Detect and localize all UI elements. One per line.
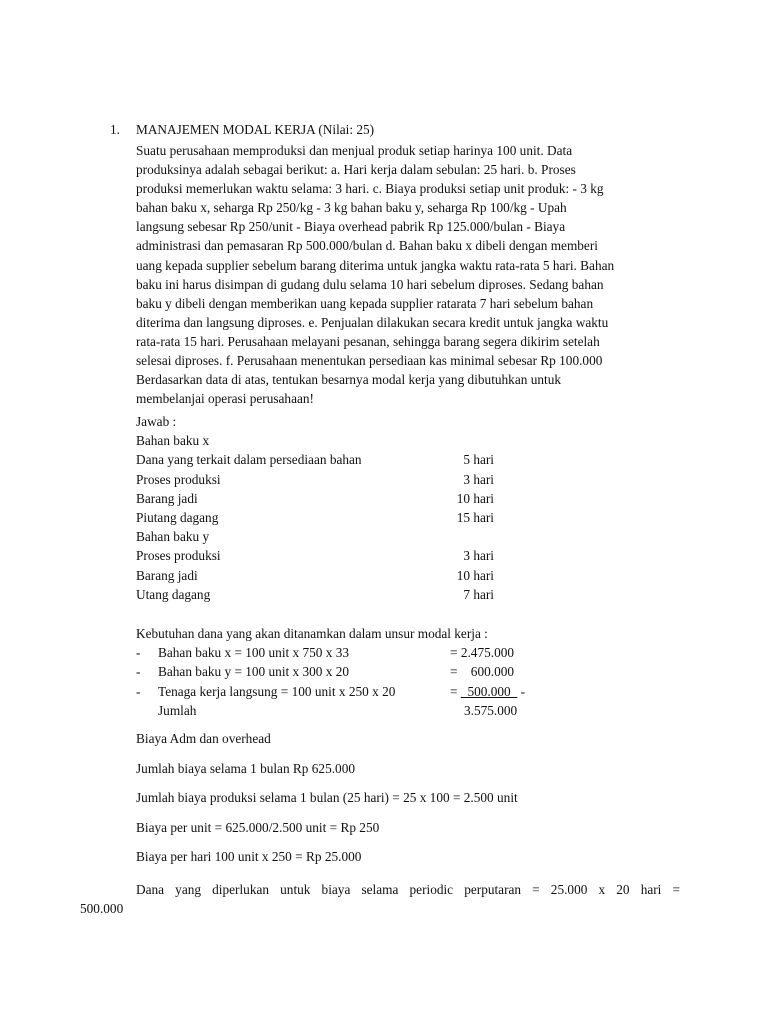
problem-line: uang kepada supplier sebelum barang diterima untuk jangka waktu rata-rata 5 hari. Bahan [136, 257, 615, 273]
answer-line [136, 431, 536, 450]
problem-line: baku ini harus disimpan di gudang dulu selama 10 hari sebelum diproses. Sedang bahan [136, 276, 604, 292]
answer-label: Jawab : [136, 414, 177, 429]
question-heading [110, 122, 374, 138]
answer-value: 7 hari [463, 586, 494, 602]
calc-line: Biaya Adm dan overhead [136, 731, 271, 746]
problem-line: rata-rata 15 hari. Perusahaan melayani pesanan, sehingga barang segera dikirim setelah [136, 333, 600, 349]
list-dash: - [136, 645, 141, 661]
needs-item [136, 682, 556, 701]
answer-label: Bahan baku y [136, 529, 210, 545]
working-capital-needs [136, 624, 556, 720]
answer-label: Proses produksi [136, 471, 221, 487]
answer-line [136, 470, 536, 489]
closing-line-1: Dana yang diperlukan untuk biaya selama periodic perputaran = 25.000 x 20 hari = [136, 882, 680, 897]
needs-item-amount [450, 682, 525, 701]
problem-line: produksinya adalah sebagai berikut: a. Hari kerja dalam sebulan: 25 hari. b. Proses [136, 162, 576, 178]
calc-line: Jumlah biaya selama 1 bulan Rp 625.000 [136, 761, 355, 776]
closing-line-2: 500.000 [80, 901, 124, 916]
answer-line [136, 412, 536, 431]
total-value: 3.575.000 [464, 702, 518, 718]
answer-value: 5 hari [463, 452, 494, 468]
problem-line: diterima dan langsung diproses. e. Penjualan dilakukan secara kredit untuk jangka waktu [136, 314, 609, 330]
answer-line [136, 450, 536, 469]
needs-item-amount: = 600.000 [450, 664, 515, 680]
answer-line [136, 566, 536, 585]
needs-item-text: Tenaga kerja langsung = 100 unit x 250 x 20 [158, 683, 396, 699]
closing-paragraph [80, 880, 680, 918]
needs-item [136, 643, 556, 662]
problem-line: bahan baku x, seharga Rp 250/kg - 3 kg bahan baku y, seharga Rp 100/kg - Upah [136, 200, 567, 216]
needs-intro: Kebutuhan dana yang akan ditanamkan dalam unsur modal kerja : [136, 626, 488, 641]
answer-value: 3 hari [463, 548, 494, 564]
answer-value: 10 hari [456, 567, 494, 583]
problem-line: Berdasarkan data di atas, tentukan besarnya modal kerja yang dibutuhkan untuk [136, 372, 561, 388]
list-dash: - [136, 683, 141, 699]
problem-statement [136, 141, 672, 408]
amount-underlined: 500.000 [460, 683, 518, 699]
problem-line: baku y dibeli dengan memberikan uang kepada supplier ratarata 7 hari sebelum bahan [136, 295, 594, 311]
problem-line: administrasi dan pemasaran Rp 500.000/bulan d. Bahan baku x dibeli dengan memberi [136, 238, 598, 254]
problem-line: produksi memerlukan waktu selama: 3 hari. c. Biaya produksi setiap unit produk: - 3 kg [136, 181, 604, 197]
answer-label: Piutang dagang [136, 509, 219, 525]
answer-line [136, 546, 536, 565]
problem-line: membelanjai operasi perusahaan! [136, 391, 314, 407]
problem-line: selesai diproses. f. Perusahaan menentukan persediaan kas minimal sebesar Rp 100.000 [136, 353, 603, 369]
answer-value: 10 hari [456, 490, 494, 506]
amount-prefix: = [450, 683, 461, 699]
needs-item-amount: = 2.475.000 [450, 645, 515, 661]
problem-line: langsung sebesar Rp 250/unit - Biaya overhead pabrik Rp 125.000/bulan - Biaya [136, 219, 566, 235]
calc-line: Biaya per unit = 625.000/2.500 unit = Rp 250 [136, 820, 380, 835]
answer-label: Utang dagang [136, 586, 211, 602]
needs-item-text: Bahan baku x = 100 unit x 750 x 33 [158, 645, 350, 661]
question-number: 1. [110, 122, 120, 137]
calc-line: Biaya per hari 100 unit x 250 = Rp 25.000 [136, 849, 362, 864]
answer-line [136, 585, 536, 604]
answer-label: Bahan baku x [136, 433, 210, 449]
answer-value: 3 hari [463, 471, 494, 487]
needs-total [136, 701, 556, 720]
question-title: MANAJEMEN MODAL KERJA (Nilai: 25) [136, 122, 375, 137]
amount-suffix: - [517, 683, 526, 699]
answer-label: Barang jadi [136, 490, 198, 506]
list-dash: - [136, 664, 141, 680]
answer-list [136, 412, 536, 604]
answer-line [136, 489, 536, 508]
answer-line [136, 527, 536, 546]
answer-line [136, 508, 536, 527]
answer-label: Dana yang terkait dalam persediaan bahan [136, 452, 362, 468]
needs-item-text: Bahan baku y = 100 unit x 300 x 20 [158, 664, 350, 680]
answer-label: Proses produksi [136, 548, 221, 564]
calc-line: Jumlah biaya produksi selama 1 bulan (25 hari) = 25 x 100 = 2.500 unit [136, 790, 518, 805]
answer-label: Barang jadi [136, 567, 198, 583]
total-label: Jumlah [158, 702, 197, 718]
problem-line: Suatu perusahaan memproduksi dan menjual produk setiap harinya 100 unit. Data [136, 143, 573, 158]
answer-value: 15 hari [456, 509, 494, 525]
needs-item [136, 662, 556, 681]
